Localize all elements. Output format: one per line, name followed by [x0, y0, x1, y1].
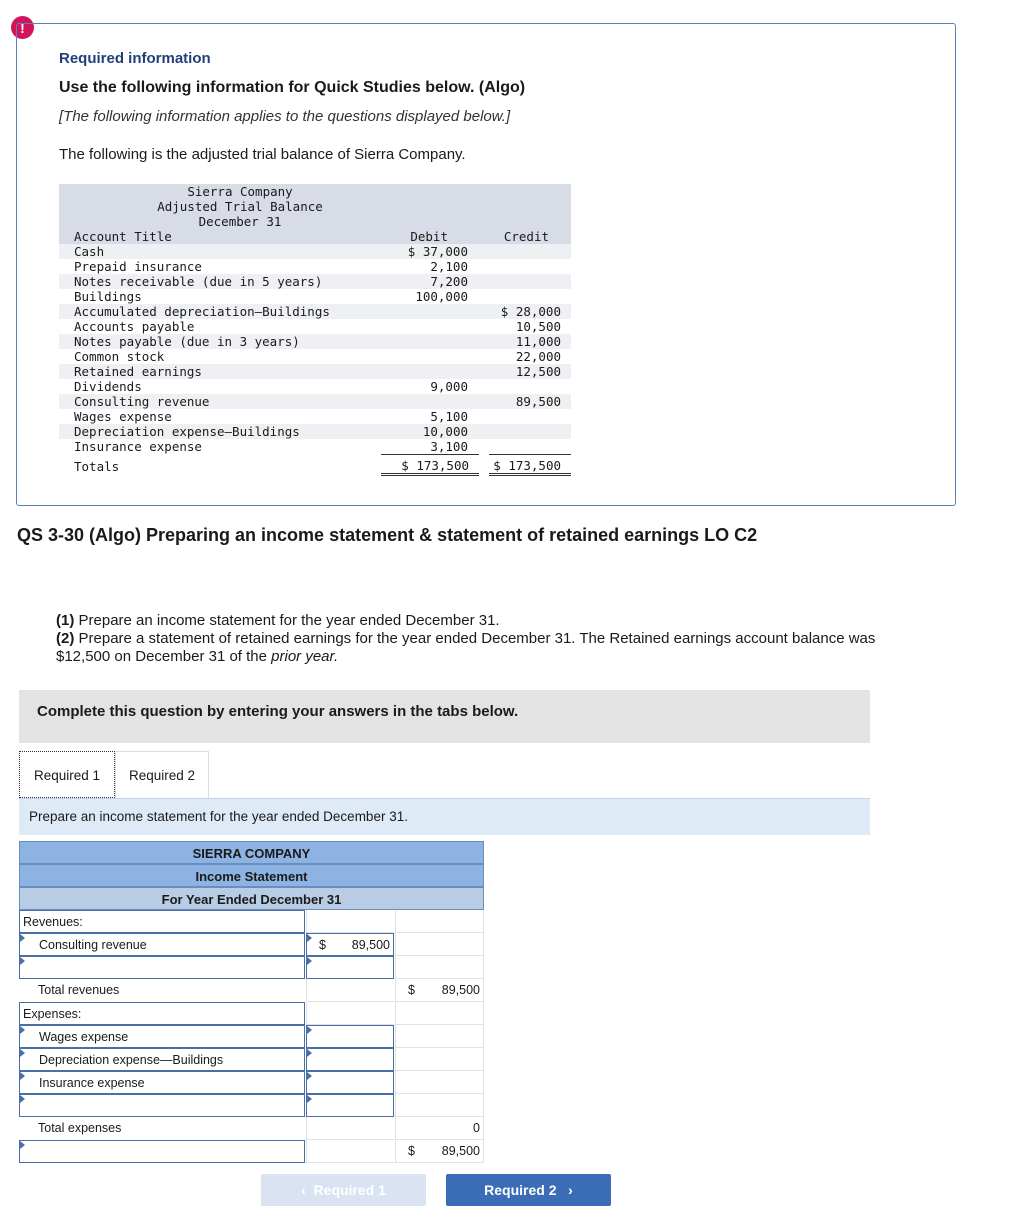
tb-debit-cell: 9,000	[430, 379, 468, 394]
next-tab-button[interactable]	[446, 1174, 611, 1206]
tb-account-cell: Consulting revenue	[74, 394, 210, 409]
input-marker-icon	[307, 1072, 312, 1080]
tb-row	[59, 364, 571, 379]
statement-row	[19, 979, 484, 1002]
net-income-label-field[interactable]	[19, 1140, 305, 1163]
tb-credit-cell: 89,500	[515, 394, 561, 409]
revenue-extra-account-field[interactable]	[19, 956, 305, 979]
input-marker-icon	[307, 1095, 312, 1103]
dropdown-marker-icon	[20, 1095, 25, 1103]
wages-expense-total-cell	[395, 1025, 484, 1048]
wages-expense-amount-input[interactable]	[306, 1025, 394, 1048]
tb-account-cell: Prepaid insurance	[74, 259, 202, 274]
tb-debit-cell: 2,100	[430, 259, 468, 274]
net-income-value: 89,500	[441, 1144, 480, 1158]
revenue-extra-amount-input[interactable]	[306, 956, 394, 979]
chevron-right-icon: ›	[568, 1182, 573, 1198]
tb-row	[59, 409, 571, 424]
statement-row	[19, 1048, 484, 1071]
required-info-note: [The following information applies to the questions displayed below.]	[59, 108, 511, 125]
total-revenues-row-label	[19, 979, 305, 1002]
tb-row	[59, 439, 571, 454]
total-expenses-amount-cell	[306, 1117, 394, 1140]
tb-totals-credit: $ 173,500	[489, 454, 571, 476]
trial-balance-table	[59, 184, 571, 476]
depreciation-expense-amount-input[interactable]	[306, 1048, 394, 1071]
tb-account-cell: Common stock	[74, 349, 165, 364]
complete-instructions-bar: Complete this question by entering your answers in the tabs below.	[19, 690, 870, 743]
tb-totals-debit: $ 173,500	[381, 454, 479, 476]
part-2-text: Prepare a statement of retained earnings for the year ended December 31. The Retained earnings account balance was $12,500 on December 31 of the	[56, 630, 876, 665]
currency-symbol: $	[408, 1144, 415, 1158]
currency-symbol: $	[408, 983, 415, 997]
part-1-number: (1)	[56, 612, 75, 629]
tb-debit-cell: 100,000	[415, 289, 468, 304]
tb-title: Adjusted Trial Balance	[157, 199, 323, 214]
total-revenues-amount-cell	[306, 979, 394, 1002]
tb-debit-cell: 7,200	[430, 274, 468, 289]
expense-extra-account-field[interactable]	[19, 1094, 305, 1117]
tb-account-cell: Retained earnings	[74, 364, 202, 379]
tb-credit-cell: 22,000	[515, 349, 561, 364]
tb-account-cell: Notes receivable (due in 5 years)	[74, 274, 323, 289]
question-part-1	[56, 612, 500, 629]
dropdown-marker-icon	[20, 1049, 25, 1057]
total-revenues-label: Total revenues	[38, 983, 120, 997]
tb-account-cell: Wages expense	[74, 409, 172, 424]
tb-account-cell: Dividends	[74, 379, 142, 394]
dropdown-marker-icon	[20, 1072, 25, 1080]
expenses-amount-cell	[306, 1002, 394, 1025]
statement-row	[19, 1002, 484, 1025]
insurance-expense-field[interactable]	[19, 1071, 305, 1094]
chevron-left-icon: ‹	[301, 1182, 306, 1198]
tb-credit-cell: $ 28,000	[500, 304, 561, 319]
tab-instruction: Prepare an income statement for the year ended December 31.	[19, 799, 870, 835]
input-marker-icon	[307, 1026, 312, 1034]
statement-row	[19, 933, 484, 956]
question-part-2	[56, 630, 926, 666]
tb-account-cell: Buildings	[74, 289, 142, 304]
revenues-label: Revenues:	[23, 915, 83, 929]
statement-row	[19, 956, 484, 979]
wages-expense-label: Wages expense	[39, 1030, 129, 1044]
tb-totals-row	[59, 454, 571, 476]
consulting-revenue-label: Consulting revenue	[39, 938, 147, 952]
net-income-amount-cell	[306, 1140, 394, 1163]
statement-row	[19, 910, 484, 933]
tb-credit-cell: 10,500	[515, 319, 561, 334]
previous-tab-label: Required 1	[313, 1182, 386, 1198]
required-info-box	[16, 23, 956, 506]
depreciation-expense-label: Depreciation expense—Buildings	[39, 1053, 224, 1067]
revenue-extra-total-cell	[395, 956, 484, 979]
tb-row	[59, 304, 571, 319]
expense-extra-total-cell	[395, 1094, 484, 1117]
revenues-amount-cell	[306, 910, 394, 933]
revenues-total-cell	[395, 910, 484, 933]
total-expenses-label: Total expenses	[38, 1121, 122, 1135]
tb-debit-cell: 5,100	[430, 409, 468, 424]
tb-row	[59, 334, 571, 349]
total-expenses-row-label	[19, 1117, 305, 1140]
statement-row	[19, 1071, 484, 1094]
tb-account-cell: Cash	[74, 244, 105, 259]
tb-account-cell: Insurance expense	[74, 439, 202, 454]
tb-account-cell: Accounts payable	[74, 319, 195, 334]
total-revenues-value: 89,500	[441, 983, 480, 997]
tb-row	[59, 349, 571, 364]
expenses-total-cell	[395, 1002, 484, 1025]
dropdown-marker-icon	[20, 934, 25, 942]
tb-row	[59, 394, 571, 409]
tab-required-2[interactable]: Required 2	[115, 751, 209, 798]
insurance-expense-label: Insurance expense	[39, 1076, 145, 1090]
tb-company: Sierra Company	[187, 184, 293, 199]
tb-credit-cell: 11,000	[515, 334, 561, 349]
part-2-emphasis: prior year.	[271, 648, 339, 665]
consulting-revenue-value: 89,500	[351, 938, 390, 952]
previous-tab-button[interactable]	[261, 1174, 426, 1206]
dropdown-marker-icon	[20, 957, 25, 965]
next-tab-label: Required 2	[484, 1182, 557, 1198]
statement-company: SIERRA COMPANY	[19, 841, 484, 864]
statement-title: Income Statement	[19, 864, 484, 887]
total-revenues-cell	[395, 979, 484, 1002]
tb-account-cell: Notes payable (due in 3 years)	[74, 334, 300, 349]
tb-row	[59, 259, 571, 274]
statement-row	[19, 1094, 484, 1117]
statement-period: For Year Ended December 31	[19, 887, 484, 910]
tb-credit-cell: 12,500	[515, 364, 561, 379]
currency-symbol: $	[319, 938, 326, 952]
question-title: QS 3-30 (Algo) Preparing an income statement & statement of retained earnings LO C2	[17, 525, 758, 545]
tb-debit-cell: $ 37,000	[407, 244, 468, 259]
input-marker-icon	[307, 957, 312, 965]
required-info-intro: The following is the adjusted trial balance of Sierra Company.	[59, 146, 466, 163]
tb-account-cell: Accumulated depreciation—Buildings	[74, 304, 330, 319]
consulting-revenue-amount-input[interactable]	[306, 933, 394, 956]
wages-expense-field[interactable]	[19, 1025, 305, 1048]
dropdown-marker-icon	[20, 1141, 25, 1149]
total-expenses-cell	[395, 1117, 484, 1140]
statement-row	[19, 1140, 484, 1163]
net-income-cell	[395, 1140, 484, 1163]
dropdown-marker-icon	[20, 1026, 25, 1034]
required-info-heading: Use the following information for Quick Studies below. (Algo)	[59, 79, 526, 96]
tb-col-credit: Credit	[503, 229, 549, 244]
revenues-label-field[interactable]	[19, 910, 305, 933]
tb-account-cell: Depreciation expense—Buildings	[74, 424, 300, 439]
part-1-text: Prepare an income statement for the year ended December 31.	[74, 612, 500, 629]
tb-date: December 31	[198, 214, 282, 229]
depreciation-expense-field[interactable]	[19, 1048, 305, 1071]
tb-row	[59, 424, 571, 439]
part-2-number: (2)	[56, 630, 75, 647]
tb-row	[59, 379, 571, 394]
consulting-revenue-field[interactable]	[19, 933, 305, 956]
alert-icon: !	[11, 16, 34, 39]
consulting-revenue-total-cell	[395, 933, 484, 956]
statement-row	[19, 1117, 484, 1140]
tb-col-account: Account Title	[74, 229, 172, 244]
expense-extra-amount-input[interactable]	[306, 1094, 394, 1117]
tb-column-headers	[59, 229, 571, 244]
input-marker-icon	[307, 934, 312, 942]
tb-col-debit: Debit	[410, 229, 448, 244]
input-marker-icon	[307, 1049, 312, 1057]
tb-row	[59, 244, 571, 259]
depreciation-expense-total-cell	[395, 1048, 484, 1071]
total-expenses-value: 0	[473, 1121, 480, 1135]
tb-debit-cell: 3,100	[430, 439, 468, 454]
expenses-label-field[interactable]	[19, 1002, 305, 1025]
insurance-expense-amount-input[interactable]	[306, 1071, 394, 1094]
expenses-label: Expenses:	[23, 1007, 82, 1021]
tb-row	[59, 274, 571, 289]
tb-row	[59, 289, 571, 304]
tb-row	[59, 319, 571, 334]
tb-totals-label: Totals	[74, 459, 120, 474]
tab-required-1[interactable]: Required 1	[19, 751, 115, 798]
required-info-title: Required information	[59, 50, 211, 67]
statement-row	[19, 1025, 484, 1048]
tb-debit-cell: 10,000	[422, 424, 468, 439]
insurance-expense-total-cell	[395, 1071, 484, 1094]
